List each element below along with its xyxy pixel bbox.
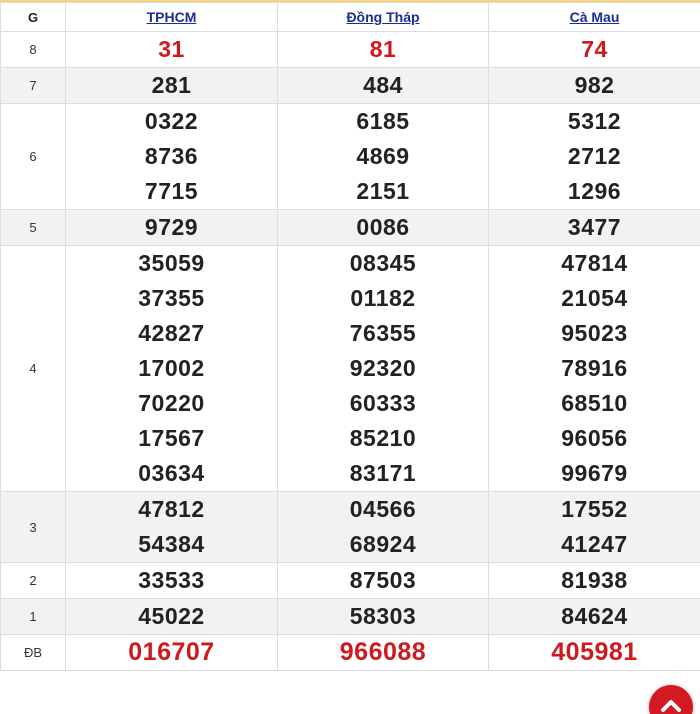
province-link-ca-mau[interactable]: Cà Mau [569, 9, 620, 25]
result-cell-tphcm [66, 599, 278, 635]
result-number: 31 [158, 36, 185, 62]
result-number: 74 [581, 36, 608, 62]
province-header-tphcm [66, 3, 278, 32]
prize-row [1, 246, 700, 492]
result-number: 33533 [138, 567, 205, 593]
prize-row [1, 32, 700, 68]
result-cell-ca-mau [489, 635, 700, 671]
result-cell-ca-mau [489, 246, 700, 492]
province-header-dong-thap [278, 3, 489, 32]
result-cell-tphcm [66, 210, 278, 246]
result-number: 76355 [349, 320, 417, 346]
prize-row [1, 104, 700, 210]
result-number: 04566 [349, 496, 417, 522]
result-cell-ca-mau [489, 492, 700, 563]
prize-label: 8 [1, 32, 66, 68]
result-cell-ca-mau [489, 599, 700, 635]
result-cell-ca-mau [489, 68, 700, 104]
result-number: 96056 [561, 425, 628, 451]
result-cell-tphcm [66, 635, 278, 671]
prize-row [1, 563, 700, 599]
result-cell-dong-thap [278, 68, 489, 104]
result-number: 2151 [356, 178, 410, 204]
result-number: 58303 [349, 603, 417, 629]
result-number: 17552 [561, 496, 628, 522]
result-number: 70220 [138, 390, 205, 416]
result-number: 405981 [551, 638, 638, 666]
result-number: 78916 [561, 355, 628, 381]
province-link-tphcm[interactable]: TPHCM [146, 9, 197, 25]
result-number: 08345 [349, 250, 417, 276]
province-link-dong-thap[interactable]: Đồng Tháp [346, 9, 420, 25]
prize-column-header: G [1, 3, 66, 32]
prize-row [1, 210, 700, 246]
result-number: 17567 [138, 425, 205, 451]
prize-label: 4 [1, 246, 66, 492]
result-number: 54384 [138, 531, 205, 557]
result-number: 17002 [138, 355, 205, 381]
result-number: 83171 [349, 460, 417, 486]
result-cell-tphcm [66, 68, 278, 104]
result-number: 42827 [138, 320, 205, 346]
prize-row [1, 68, 700, 104]
result-cell-dong-thap [278, 104, 489, 210]
result-cell-dong-thap [278, 246, 489, 492]
prize-label: 6 [1, 104, 66, 210]
prize-label: 3 [1, 492, 66, 563]
result-number: 7715 [144, 178, 199, 204]
result-cell-tphcm [66, 104, 278, 210]
result-number: 4869 [356, 143, 410, 169]
result-number: 966088 [339, 638, 427, 666]
result-number: 47812 [138, 496, 205, 522]
result-number: 84624 [561, 603, 628, 629]
result-number: 87503 [349, 567, 417, 593]
result-number: 95023 [561, 320, 628, 346]
result-number: 92320 [349, 355, 417, 381]
prize-row [1, 492, 700, 563]
result-number: 81 [369, 36, 397, 62]
result-number: 35059 [138, 250, 205, 276]
result-number: 99679 [561, 460, 628, 486]
result-cell-ca-mau [489, 210, 700, 246]
result-number: 85210 [349, 425, 417, 451]
result-number: 9729 [144, 214, 199, 240]
prize-label: 1 [1, 599, 66, 635]
result-cell-tphcm [66, 563, 278, 599]
prize-label: 2 [1, 563, 66, 599]
result-number: 2712 [567, 143, 622, 169]
result-number: 8736 [144, 143, 199, 169]
result-cell-ca-mau [489, 563, 700, 599]
chevron-up-icon [660, 695, 682, 714]
header-row [1, 3, 700, 32]
result-number: 281 [151, 72, 192, 98]
result-number: 81938 [561, 567, 628, 593]
scroll-to-top-button[interactable] [649, 685, 693, 714]
result-number: 60333 [349, 390, 417, 416]
prize-label: 5 [1, 210, 66, 246]
result-number: 0086 [356, 214, 410, 240]
result-cell-dong-thap [278, 599, 489, 635]
result-cell-dong-thap [278, 210, 489, 246]
result-cell-tphcm [66, 492, 278, 563]
prize-label: 7 [1, 68, 66, 104]
result-number: 37355 [138, 285, 205, 311]
result-number: 3477 [567, 214, 622, 240]
province-header-ca-mau [489, 3, 700, 32]
result-number: 982 [574, 72, 615, 98]
result-number: 1296 [567, 178, 622, 204]
lottery-results-table [0, 2, 700, 671]
result-number: 21054 [561, 285, 628, 311]
result-number: 016707 [128, 638, 215, 666]
prize-label: ĐB [1, 635, 66, 671]
result-cell-dong-thap [278, 635, 489, 671]
result-number: 0322 [144, 108, 199, 134]
prize-row [1, 635, 700, 671]
result-number: 01182 [350, 285, 416, 311]
result-cell-dong-thap [278, 492, 489, 563]
result-cell-ca-mau [489, 32, 700, 68]
result-number: 45022 [138, 603, 205, 629]
result-number: 68510 [561, 390, 628, 416]
result-number: 03634 [138, 460, 205, 486]
result-number: 68924 [349, 531, 417, 557]
prize-row [1, 599, 700, 635]
result-number: 6185 [356, 108, 410, 134]
result-cell-tphcm [66, 32, 278, 68]
result-cell-tphcm [66, 246, 278, 492]
result-number: 41247 [561, 531, 628, 557]
result-number: 5312 [567, 108, 622, 134]
result-cell-dong-thap [278, 563, 489, 599]
result-number: 484 [363, 72, 403, 98]
result-number: 47814 [561, 250, 628, 276]
result-cell-ca-mau [489, 104, 700, 210]
result-cell-dong-thap [278, 32, 489, 68]
